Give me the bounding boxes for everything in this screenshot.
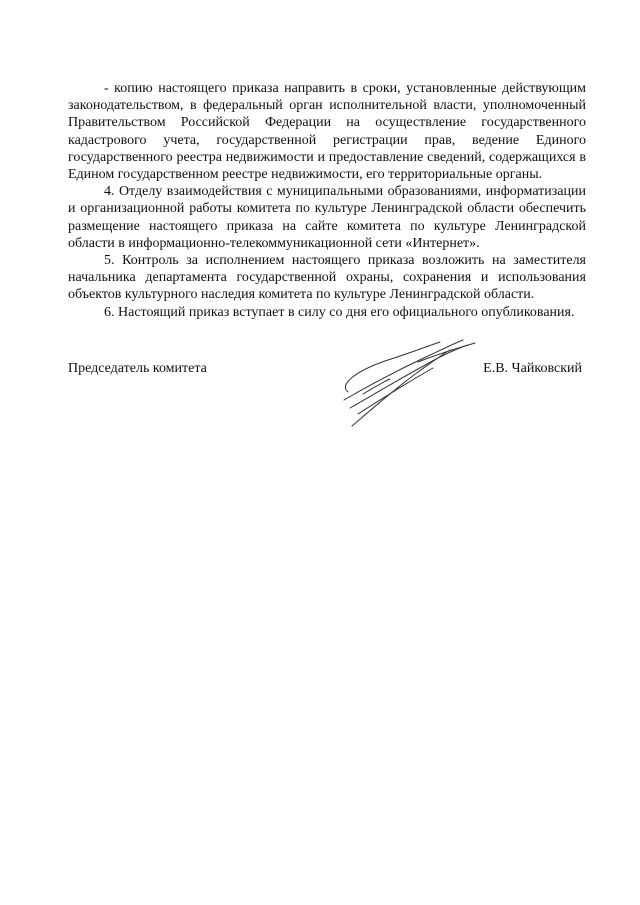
handwritten-signature xyxy=(278,330,478,430)
paragraph-item-4: 4. Отделу взаимодействия с муниципальными образованиями, информатизации и организационной работы комитета по культуре Ленинградской области обеспечить размещение настоящего приказа на сайте комитета по культуре Ленинградской области в информационно-телекоммуникационной сети «Интернет». xyxy=(68,184,586,251)
signatory-name: Е.В. Чайковский xyxy=(483,361,582,376)
document-body xyxy=(68,80,586,321)
paragraph-item-5: 5. Контроль за исполнением настоящего приказа возложить на заместителя начальника департамента государственной охраны, сохранения и использования объектов культурного наследия комитета по культуре Ленинградской области. xyxy=(68,253,586,303)
signatory-title: Председатель комитета xyxy=(68,361,207,376)
paragraph-copy-directive: - копию настоящего приказа направить в сроки, установленные действующим законодательством, в федеральный орган исполнительной власти, уполномоченный Правительством Российской Федерации на осуществление государственного кадастрового учета, государственной регистрации прав, ведение Единого государственного реестра недвижимости и предоставление сведений, содержащихся в Едином государственном реестре недвижимости, его территориальные органы. xyxy=(68,81,586,183)
paragraph-item-6: 6. Настоящий приказ вступает в силу со дня его официального опубликования. xyxy=(104,304,575,320)
signature-block xyxy=(68,360,586,440)
